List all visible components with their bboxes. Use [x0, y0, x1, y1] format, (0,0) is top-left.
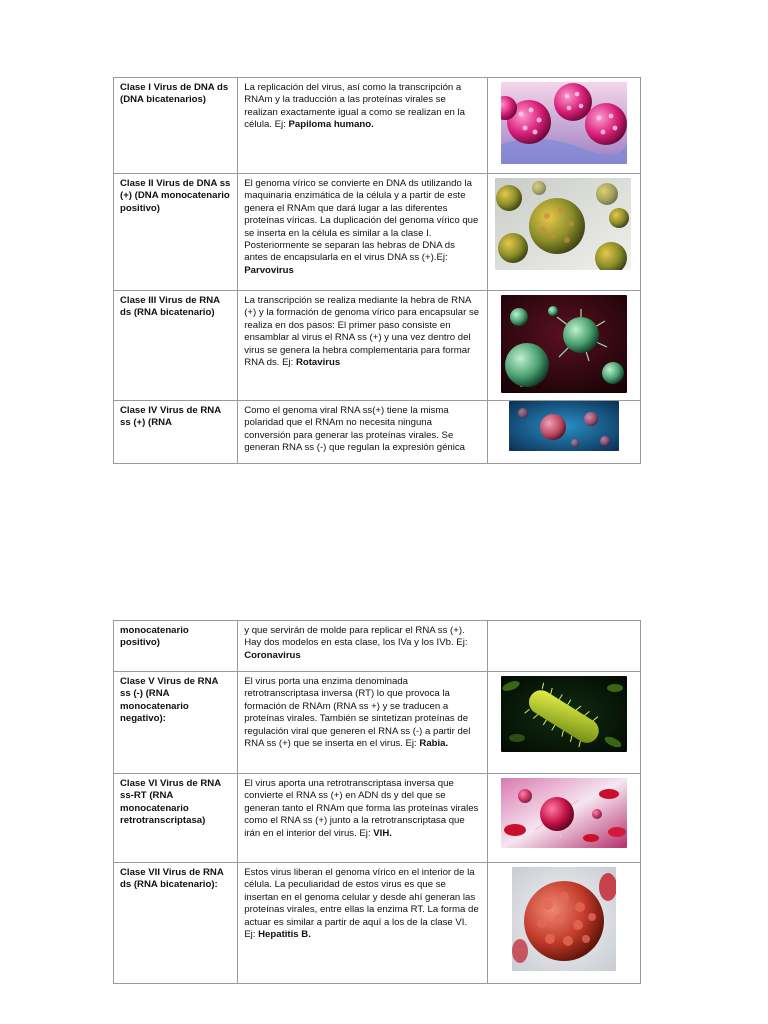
class-label: Clase VI Virus de RNA ss-RT (RNA monocatenario retrotranscriptasa) [120, 778, 221, 827]
description-cell [238, 774, 487, 863]
class-label: Clase II Virus de DNA ss (+) (DNA monocatenario positivo) [120, 178, 231, 214]
image-cell [487, 621, 640, 672]
description-cell [238, 672, 487, 774]
example-name: VIH. [373, 827, 392, 839]
description-cell [238, 621, 487, 672]
table-row [114, 774, 641, 863]
class-cell [114, 863, 238, 984]
rabies-virus-image [501, 676, 627, 752]
image-cell [487, 78, 640, 174]
image-cell [487, 774, 640, 863]
table-row [114, 78, 641, 174]
class-label: Clase V Virus de RNA ss (-) (RNA monocatenario negativo): [120, 676, 219, 725]
hiv-virus-image [501, 778, 627, 848]
description-cell [238, 78, 487, 174]
description-text: El virus porta una enzima denominada retrotranscriptasa inversa (RT) lo que provoca la formación de RNAm (RNA ss +) y se traducen a proteínas virales. También se sintetizan proteínas de regulación viral que generen el RNA ss (-) a partir del RNA ss (+) que se inserta en el virus. Ej: [244, 676, 471, 750]
example-name: Parvovirus [244, 264, 294, 276]
table-row [114, 621, 641, 672]
parvovirus-image [495, 178, 631, 270]
description-cell [238, 174, 487, 291]
table-row [114, 672, 641, 774]
class-cell [114, 174, 238, 291]
hepatitis-b-virus-image [512, 867, 616, 971]
class-cell [114, 78, 238, 174]
table-row [114, 401, 641, 464]
class-label: Clase I Virus de DNA ds (DNA bicatenarios) [120, 82, 229, 106]
class-label: Clase IV Virus de RNA ss (+) (RNA [120, 405, 221, 429]
example-name: Coronavirus [244, 649, 301, 661]
class-cell [114, 401, 238, 464]
virus-table-2 [113, 620, 641, 984]
description-cell [238, 863, 487, 984]
description-text: La replicación del virus, así como la transcripción a RNAm y la traducción a las proteínas virales se realizan exactamente igual a como se realizan en la célula. Ej: [244, 82, 466, 131]
description-text: Estos virus liberan el genoma vírico en el interior de la célula. La peculiaridad de estos virus es que se insertan en el genoma celular y desde ahí generan las proteínas virales, entre ellas la enzima RT. La forma de actuar es similar a partir de aquí a los de la clase VI. Ej: [244, 867, 479, 941]
image-cell [487, 863, 640, 984]
table-row [114, 174, 641, 291]
image-cell [487, 672, 640, 774]
rotavirus-image [501, 295, 627, 393]
class-label: monocatenario positivo) [120, 625, 189, 649]
description-text: La transcripción se realiza mediante la hebra de RNA (+) y la formación de genoma vírico para encapsular se realiza en dos pasos: El primer paso consiste en ensamblar al virus el RNA ss (+) y una vez dentro del virus se genera la hebra complementaria para formar RNA ds. Ej: [244, 295, 480, 369]
example-name: Hepatitis B. [258, 929, 311, 941]
class-label: Clase III Virus de RNA ds (RNA bicatenario) [120, 295, 220, 319]
image-cell [487, 291, 640, 401]
description-cell [238, 401, 487, 464]
class-label: Clase VII Virus de RNA ds (RNA bicatenario): [120, 867, 224, 891]
class-cell [114, 621, 238, 672]
description-text: El genoma vírico se convierte en DNA ds utilizando la maquinaria enzimática de la célula y a partir de este genera el RNAm que dará lugar a las diferentes proteínas víricas. La duplicación del genoma vírico que se inserta en la célula es similar a la clase I. Posteriormente se separan las hebras de DNA ds antes de encapsularla en el virus DNA ss (+).Ej: [244, 178, 479, 264]
description-text: y que servirán de molde para replicar el RNA ss (+). Hay dos modelos en esta clase, los IVa y los IVb. Ej: [244, 625, 468, 649]
example-name: Rotavirus [295, 357, 341, 369]
image-cell [487, 401, 640, 464]
table-row [114, 863, 641, 984]
example-name: Rabia. [419, 738, 449, 750]
papilloma-virus-image [501, 82, 627, 164]
virus-table-1 [113, 77, 641, 464]
description-text: Como el genoma viral RNA ss(+) tiene la misma polaridad que el RNAm no necesita ninguna conversión para generar las proteínas virales. Se generan RNA ss (-) que regulan la expresión génica [244, 405, 466, 454]
example-name: Papiloma humano. [288, 119, 374, 131]
description-text: El virus aporta una retrotranscriptasa inversa que convierte el RNA ss (+) en ADN ds y del que se generan tanto el RNAm que forma las proteínas virales como el RNA ss (+) junto a la retrotranscriptasa que irán en el interior del virus. Ej: [244, 778, 479, 839]
image-cell [487, 174, 640, 291]
description-cell [238, 291, 487, 401]
table-row [114, 291, 641, 401]
class-cell [114, 672, 238, 774]
rna-virus-blue-image [509, 401, 619, 451]
class-cell [114, 291, 238, 401]
class-cell [114, 774, 238, 863]
